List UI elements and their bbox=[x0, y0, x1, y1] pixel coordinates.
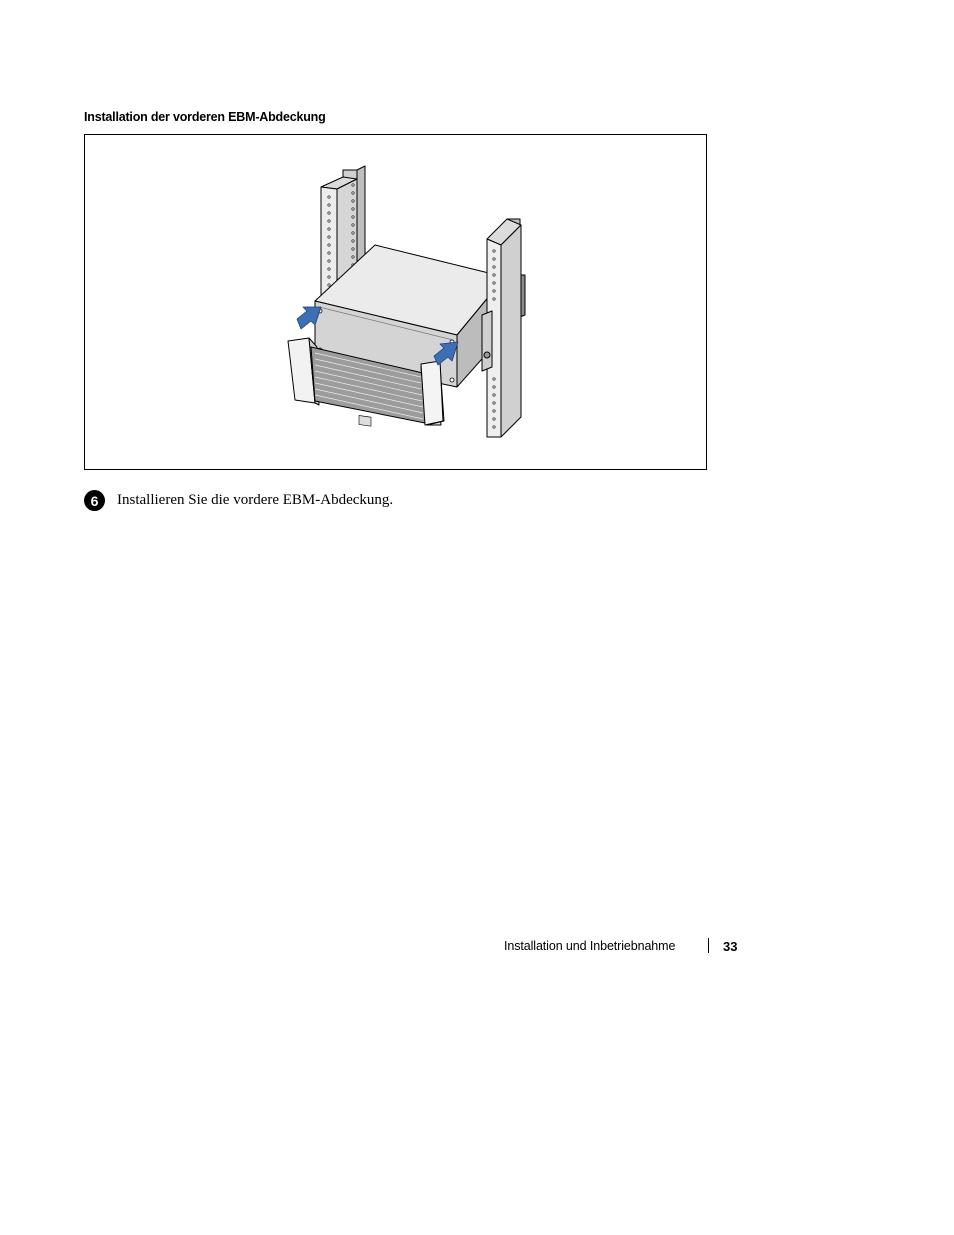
step-number-badge: 6 bbox=[84, 490, 105, 511]
step-instruction: Installieren Sie die vordere EBM-Abdeckung. bbox=[117, 492, 394, 508]
right-rack-rail bbox=[482, 219, 521, 437]
page-number: 33 bbox=[723, 939, 738, 954]
footer-divider bbox=[708, 938, 709, 953]
footer-section-title: Installation und Inbetriebnahme bbox=[504, 939, 676, 953]
rack-installation-illustration bbox=[85, 135, 706, 469]
figure-title: Installation der vorderen EBM-Abdeckung bbox=[84, 110, 326, 124]
bezel-logo-badge bbox=[359, 416, 371, 427]
step-item bbox=[84, 490, 393, 511]
figure-frame bbox=[84, 134, 707, 470]
